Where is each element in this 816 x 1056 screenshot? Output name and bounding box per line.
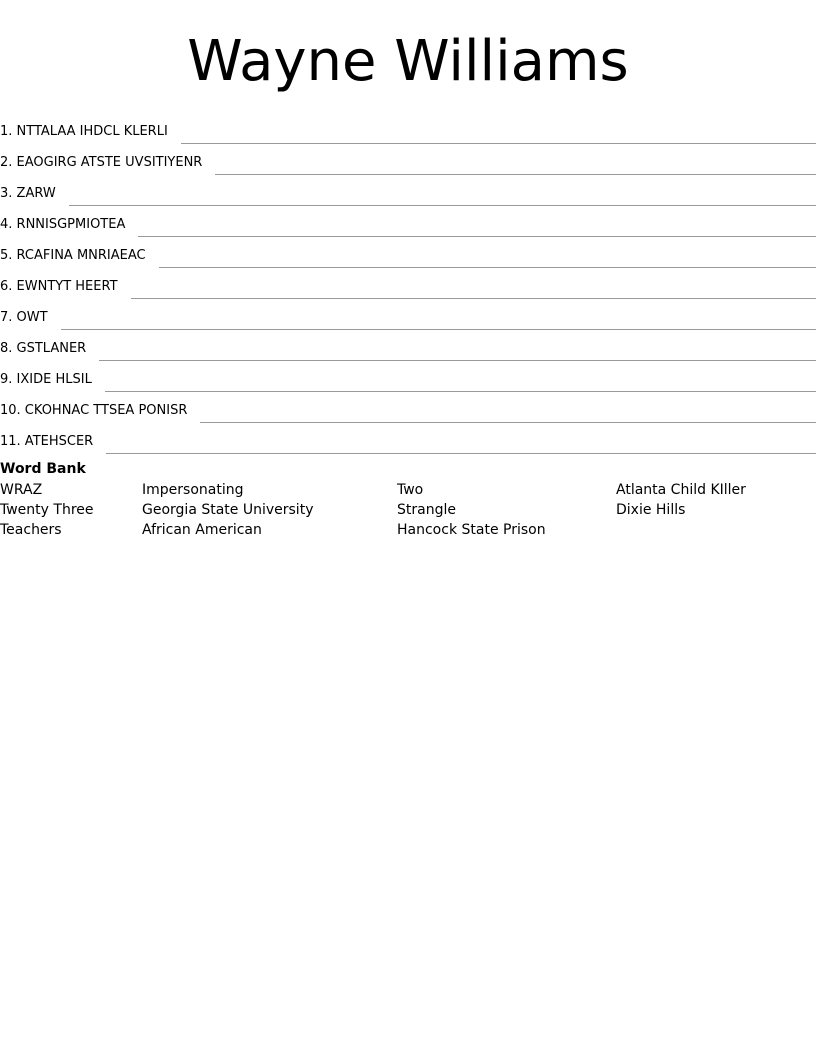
word-bank-item: Hancock State Prison (397, 522, 546, 538)
answer-line[interactable] (138, 235, 816, 237)
word-bank-item: Impersonating (142, 482, 244, 498)
word-bank-item: WRAZ (0, 482, 43, 498)
word-bank-item: Twenty Three (0, 502, 94, 518)
answer-line[interactable] (105, 390, 816, 392)
answer-line[interactable] (159, 266, 816, 268)
word-bank-heading: Word Bank (0, 461, 86, 477)
question-text: 6. EWNTYT HEERT (0, 279, 118, 294)
answer-line[interactable] (61, 328, 816, 330)
answer-line[interactable] (106, 452, 816, 454)
question-text: 7. OWT (0, 310, 48, 325)
question-text: 10. CKOHNAC TTSEA PONISR (0, 403, 188, 418)
question-row (0, 111, 816, 142)
answer-line[interactable] (131, 297, 816, 299)
word-bank-item: African American (142, 522, 262, 538)
question-row (0, 421, 816, 452)
page-title: Wayne Williams (187, 29, 629, 94)
question-row (0, 266, 816, 297)
answer-line[interactable] (69, 204, 816, 206)
question-row (0, 235, 816, 266)
question-text: 8. GSTLANER (0, 341, 87, 356)
answer-line[interactable] (181, 142, 816, 144)
word-bank-item: Atlanta Child KIller (616, 482, 746, 498)
answer-line[interactable] (200, 421, 816, 423)
word-bank-item: Strangle (397, 502, 456, 518)
question-text: 3. ZARW (0, 186, 56, 201)
question-text: 4. RNNISGPMIOTEA (0, 217, 126, 232)
question-text: 1. NTTALAA IHDCL KLERLI (0, 124, 168, 139)
question-text: 9. IXIDE HLSIL (0, 372, 92, 387)
word-bank-row (0, 480, 816, 500)
question-text: 5. RCAFINA MNRIAEAC (0, 248, 146, 263)
question-row (0, 390, 816, 421)
question-row (0, 297, 816, 328)
question-row (0, 173, 816, 204)
word-bank-item: Two (397, 482, 424, 498)
answer-line[interactable] (99, 359, 816, 361)
question-row (0, 328, 816, 359)
word-bank (0, 460, 816, 540)
question-row (0, 142, 816, 173)
question-row (0, 359, 816, 390)
question-text: 11. ATEHSCER (0, 434, 94, 449)
question-list (0, 111, 816, 452)
word-bank-item: Georgia State University (142, 502, 314, 518)
word-bank-item: Teachers (0, 522, 62, 538)
word-bank-item: Dixie Hills (616, 502, 686, 518)
word-bank-row (0, 520, 816, 540)
word-bank-row (0, 500, 816, 520)
question-row (0, 204, 816, 235)
answer-line[interactable] (215, 173, 816, 175)
question-text: 2. EAOGIRG ATSTE UVSITIYENR (0, 155, 203, 170)
